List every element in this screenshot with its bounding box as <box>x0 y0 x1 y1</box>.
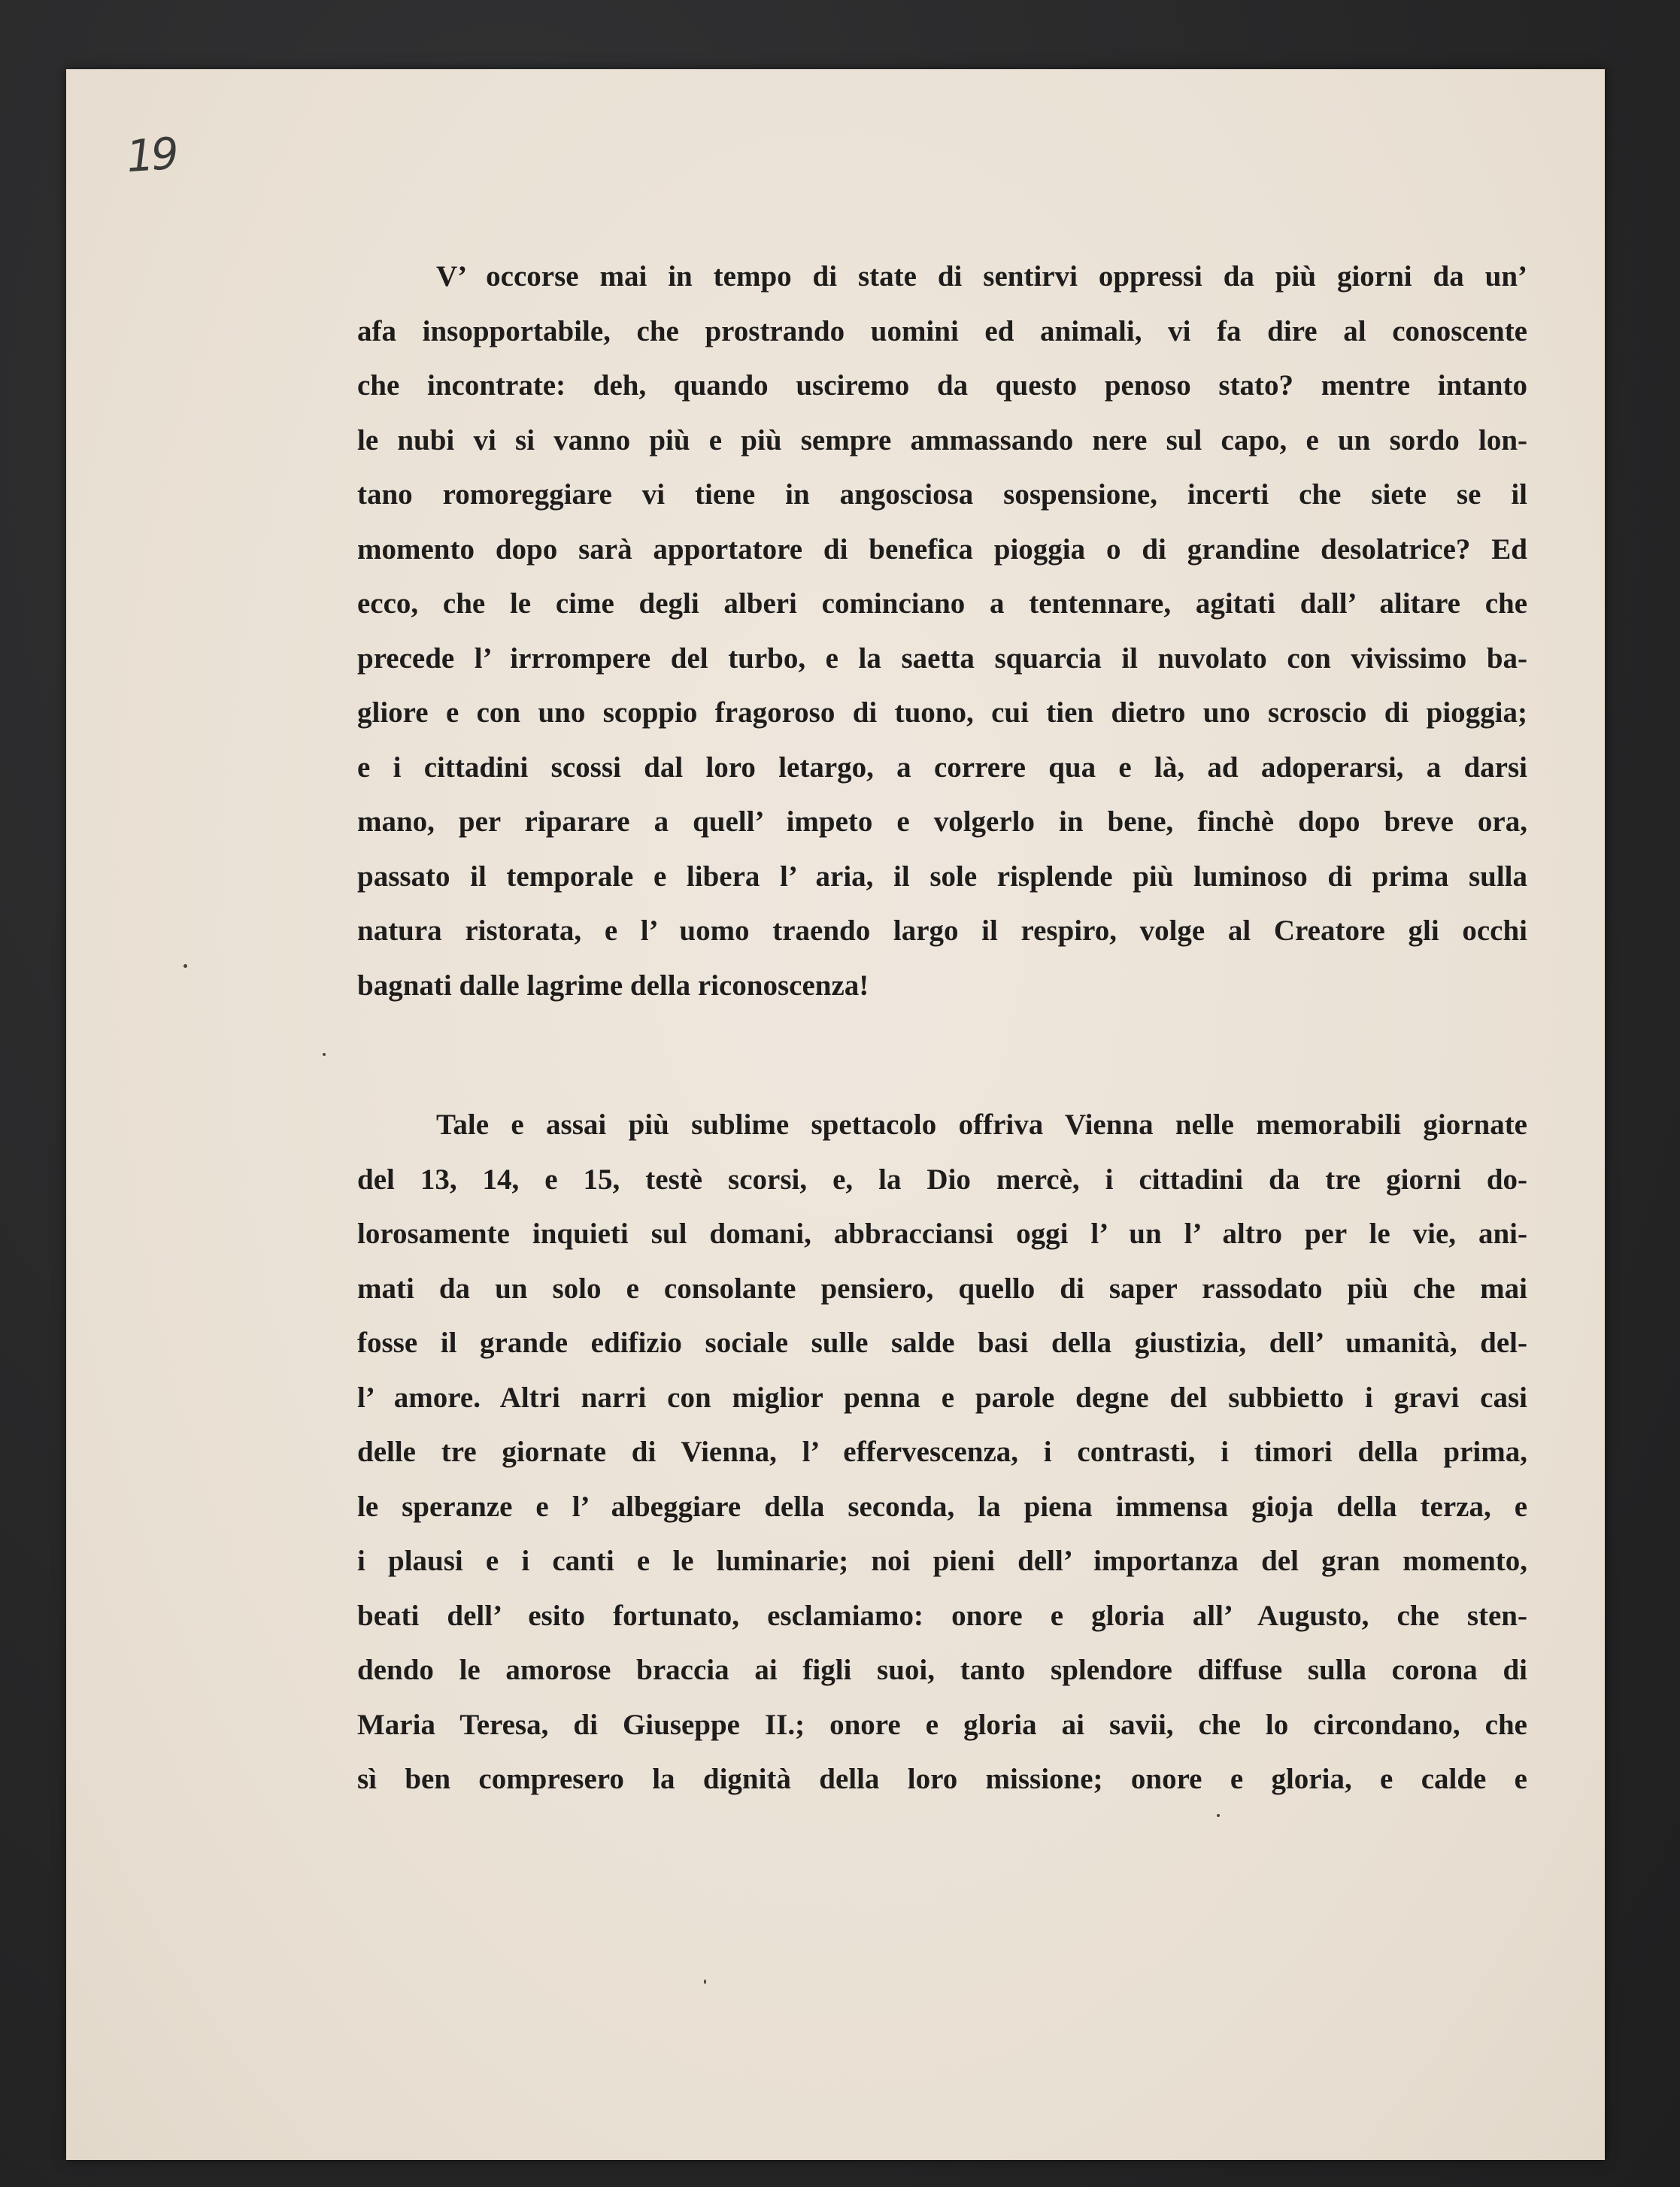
paper-speck <box>183 964 187 968</box>
paper-speck <box>1217 1814 1220 1817</box>
text-line: delle tre giornate di Vienna, l’ effervescenza, i contrasti, i timori della prima, <box>357 1436 1527 1468</box>
text-line: fosse il grande edifizio sociale sulle salde basi della giustizia, dell’ umanità, del- <box>357 1327 1527 1359</box>
text-line: lorosamente inquieti sul domani, abbracciansi oggi l’ un l’ altro per le vie, ani- <box>357 1218 1527 1250</box>
text-line: ecco, che le cime degli alberi cominciano a tentennare, agitati dall’ alitare che <box>357 587 1527 620</box>
handwritten-page-number: 19 <box>124 127 178 183</box>
text-line: Maria Teresa, di Giuseppe II.; onore e gloria ai savii, che lo circondano, che <box>357 1708 1527 1741</box>
text-line: sì ben compresero la dignità della loro missione; onore e gloria, e calde e <box>357 1763 1527 1795</box>
text-line: l’ amore. Altri narri con miglior penna e parole degne del subbietto i gravi casi <box>357 1381 1527 1414</box>
text-line: tano romoreggiare vi tiene in angosciosa sospensione, incerti che siete se il <box>357 478 1527 511</box>
text-line: V’ occorse mai in tempo di state di sentirvi oppressi da più giorni da un’ <box>436 260 1527 293</box>
text-line: natura ristorata, e l’ uomo traendo largo il respiro, volge al Creatore gli occhi <box>357 915 1527 947</box>
text-line: Tale e assai più sublime spettacolo offriva Vienna nelle memorabili giornate <box>436 1109 1527 1141</box>
text-line: mano, per riparare a quell’ impeto e volgerlo in bene, finchè dopo breve ora, <box>357 805 1527 838</box>
text-line: le nubi vi si vanno più e più sempre ammassando nere sul capo, e un sordo lon- <box>357 423 1527 457</box>
text-line: del 13, 14, e 15, testè scorsi, e, la Dio mercè, i cittadini da tre giorni do- <box>357 1163 1527 1196</box>
text-line: precede l’ irrrompere del turbo, e la saetta squarcia il nuvolato con vivissimo ba- <box>357 642 1527 675</box>
text-line: momento dopo sarà apportatore di benefica pioggia o di grandine desolatrice? Ed <box>357 532 1527 566</box>
paper-speck <box>704 1979 706 1984</box>
document-page <box>66 69 1605 2160</box>
text-line: beati dell’ esito fortunato, esclamiamo: onore e gloria all’ Augusto, che sten- <box>357 1599 1527 1632</box>
text-line: gliore e con uno scoppio fragoroso di tuono, cui tien dietro uno scroscio di pioggia; <box>357 696 1527 729</box>
text-line: mati da un solo e consolante pensiero, quello di saper rassodato più che mai <box>357 1272 1527 1305</box>
text-line: bagnati dalle lagrime della riconoscenza! <box>357 969 869 1002</box>
paper-speck <box>323 1053 326 1056</box>
text-line: passato il temporale e libera l’ aria, il sole risplende più luminoso di prima sulla <box>357 860 1527 893</box>
text-line: dendo le amorose braccia ai figli suoi, tanto splendore diffuse sulla corona di <box>357 1654 1527 1686</box>
text-line: e i cittadini scossi dal loro letargo, a correre qua e là, ad adoperarsi, a darsi <box>357 751 1527 784</box>
text-line: afa insopportabile, che prostrando uomini ed animali, vi fa dire al conoscente <box>357 314 1527 347</box>
paragraph-2 <box>357 1098 1527 1807</box>
text-line: i plausi e i canti e le luminarie; noi pieni dell’ importanza del gran momento, <box>357 1545 1527 1577</box>
text-line: le speranze e l’ albeggiare della seconda, la piena immensa gioja della terza, e <box>357 1490 1527 1523</box>
paragraph-1 <box>357 250 1527 1013</box>
text-line: che incontrate: deh, quando usciremo da questo penoso stato? mentre intanto <box>357 369 1527 402</box>
